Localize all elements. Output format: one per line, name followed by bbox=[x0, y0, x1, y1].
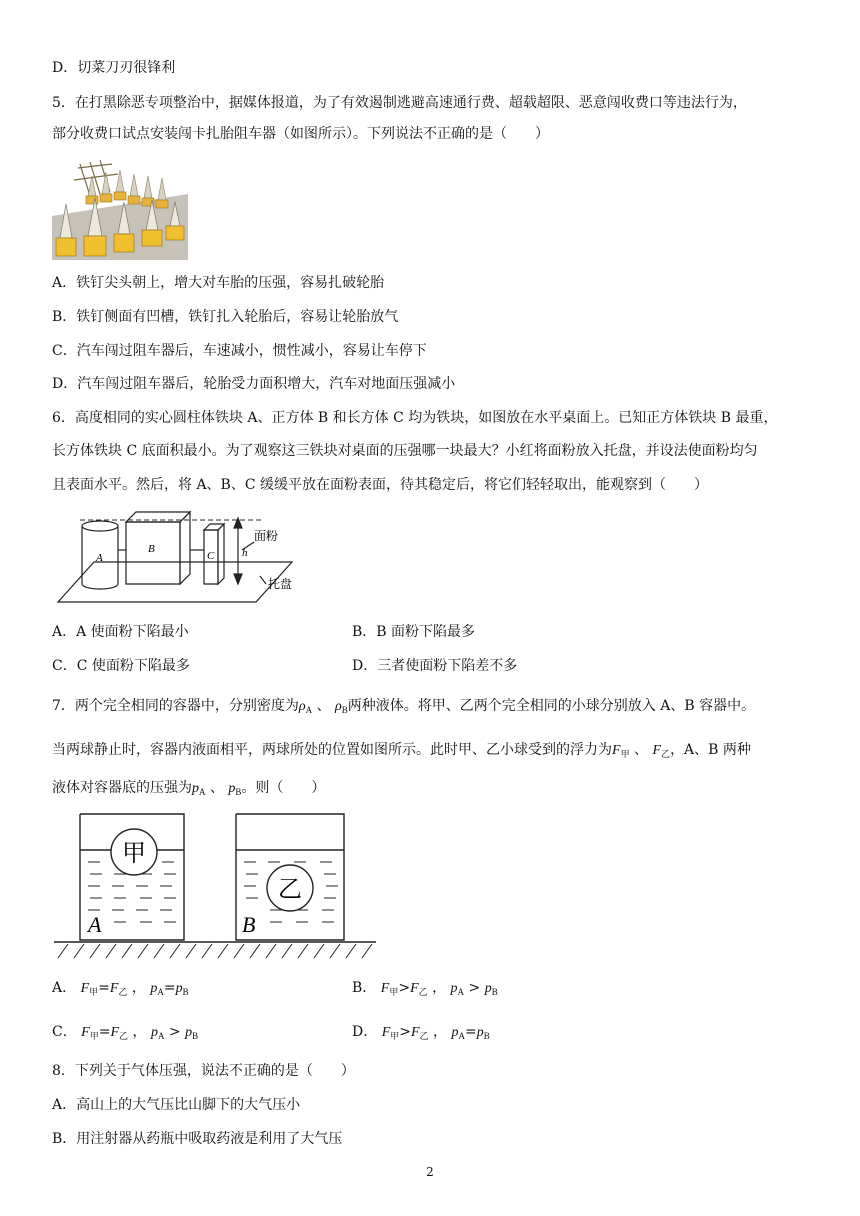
q7-stem-line1-part2: 两种液体。将甲、乙两个完全相同的小球分别放入 A、B 容器中。 bbox=[347, 698, 756, 714]
tire-spike-barrier-image bbox=[52, 156, 188, 260]
cylinder-label-a: A bbox=[96, 552, 103, 564]
q8-option-a: A．高山上的大气压比山脚下的大气压小 bbox=[52, 1097, 301, 1113]
cuboid-label-c: C bbox=[207, 550, 215, 562]
flour-label: 面粉 bbox=[254, 529, 279, 543]
symbol-rho-b: $\rho_B$ bbox=[335, 699, 348, 715]
q5-option-d: D．汽车闯过阻车器后，轮胎受力面积增大，汽车对地面压强减小 bbox=[52, 376, 456, 392]
symbol-p-b: $p_B$ bbox=[228, 781, 242, 797]
q7-stem-line1-part1: 7．两个完全相同的容器中，分别密度为 bbox=[52, 698, 299, 714]
q7-stem-line2: 当两球静止时，容器内液面相平，两球所处的位置如图所示。此时甲、乙小球受到的浮力为$F_甲$ 、 $F_乙$，A、B 两种 bbox=[52, 742, 751, 759]
q7-stem-line2-part1: 当两球静止时，容器内液面相平，两球所处的位置如图所示。此时甲、乙小球受到的浮力为 bbox=[52, 742, 612, 758]
q7-stem-line2-part2: ，A、B 两种 bbox=[670, 742, 751, 758]
q7-option-a: A． $F_甲=F_乙$ ， $p_A=p_B$ bbox=[52, 980, 189, 997]
q7-option-b-label: B． bbox=[352, 980, 377, 996]
two-containers-floating-balls-diagram bbox=[54, 810, 376, 960]
q5-stem-line2: 部分收费口试点安装闯卡扎胎阻车器（如图所示）。下列说法不正确的是（ ） bbox=[52, 126, 549, 142]
cube-label-b: B bbox=[148, 543, 155, 555]
q5-option-b: B．铁钉侧面有凹槽，铁钉扎入轮胎后，容易让轮胎放气 bbox=[52, 309, 399, 325]
symbol-rho-a: $\rho_A$ bbox=[298, 699, 313, 715]
q7-stem-line3-part2: 。则（ ） bbox=[241, 780, 326, 796]
q7-stem-line3: 液体对容器底的压强为$p_A$ 、 $p_B$。则（ ） bbox=[52, 780, 326, 797]
q6-option-a: A．A 使面粉下陷最小 bbox=[52, 624, 189, 640]
q8-stem: 8．下列关于气体压强，说法不正确的是（ ） bbox=[52, 1063, 355, 1079]
q7-option-b: B． $F_甲>F_乙$ ， $p_A > p_B$ bbox=[352, 980, 498, 997]
symbol-f-jia: $F_甲$ bbox=[612, 743, 630, 759]
height-label-h: h bbox=[242, 547, 248, 559]
symbol-p-a: $p_A$ bbox=[192, 781, 206, 797]
q7-option-a-label: A． bbox=[52, 980, 77, 996]
symbol-f-yi: $F_乙$ bbox=[652, 743, 671, 759]
q6-option-b: B．B 面粉下陷最多 bbox=[352, 624, 476, 640]
q7-option-d: D． $F_甲>F_乙$ ， $p_A=p_B$ bbox=[352, 1024, 490, 1041]
q7-option-c: C． $F_甲=F_乙$ ， $p_A > p_B$ bbox=[52, 1024, 199, 1041]
iron-blocks-on-flour-tray-diagram bbox=[56, 506, 308, 606]
q4-option-d: D．切菜刀刃很锋利 bbox=[52, 60, 176, 76]
q5-stem-line1: 5．在打黑除恶专项整治中，据媒体报道，为了有效遏制逃避高速通行费、超载超限、恶意闯收费口等违法行为， bbox=[52, 95, 747, 111]
q5-option-a: A．铁钉尖头朝上，增大对车胎的压强，容易扎破轮胎 bbox=[52, 275, 385, 291]
q6-stem-line3: 且表面水平。然后，将 A、B、C 缓缓平放在面粉表面，待其稳定后，将它们轻轻取出，能观察到（ ） bbox=[52, 477, 709, 493]
q6-stem-line1: 6．高度相同的实心圆柱体铁块 A、正方体 B 和长方体 C 均为铁块，如图放在水平桌面上。已知正方体铁块 B 最重， bbox=[52, 410, 778, 426]
q5-option-c: C．汽车闯过阻车器后，车速减小，惯性减小，容易让车停下 bbox=[52, 343, 427, 359]
ball-yi-label: 乙 bbox=[278, 875, 302, 903]
q7-stem-line1: 7．两个完全相同的容器中，分别密度为$\rho_A$ 、 $\rho_B$两种液体。将甲、乙两个完全相同的小球分别放入 A、B 容器中。 bbox=[52, 698, 756, 715]
q6-option-c: C．C 使面粉下陷最多 bbox=[52, 658, 190, 674]
q7-stem-line3-part1: 液体对容器底的压强为 bbox=[52, 780, 192, 796]
q8-option-b: B．用注射器从药瓶中吸取药液是利用了大气压 bbox=[52, 1131, 343, 1147]
ball-jia-label: 甲 bbox=[122, 839, 146, 867]
container-b-label: B bbox=[242, 912, 256, 937]
q7-option-d-label: D． bbox=[352, 1024, 378, 1040]
q6-option-d: D．三者使面粉下陷差不多 bbox=[352, 658, 518, 674]
container-a-label: A bbox=[88, 912, 102, 937]
tray-label: 托盘 bbox=[268, 577, 293, 591]
q7-option-c-label: C． bbox=[52, 1024, 77, 1040]
q6-stem-line2: 长方体铁块 C 底面积最小。为了观察这三铁块对桌面的压强哪一块最大？小红将面粉放入托盘，并设法使面粉均匀 bbox=[52, 443, 758, 459]
page-number: 2 bbox=[426, 1165, 434, 1179]
